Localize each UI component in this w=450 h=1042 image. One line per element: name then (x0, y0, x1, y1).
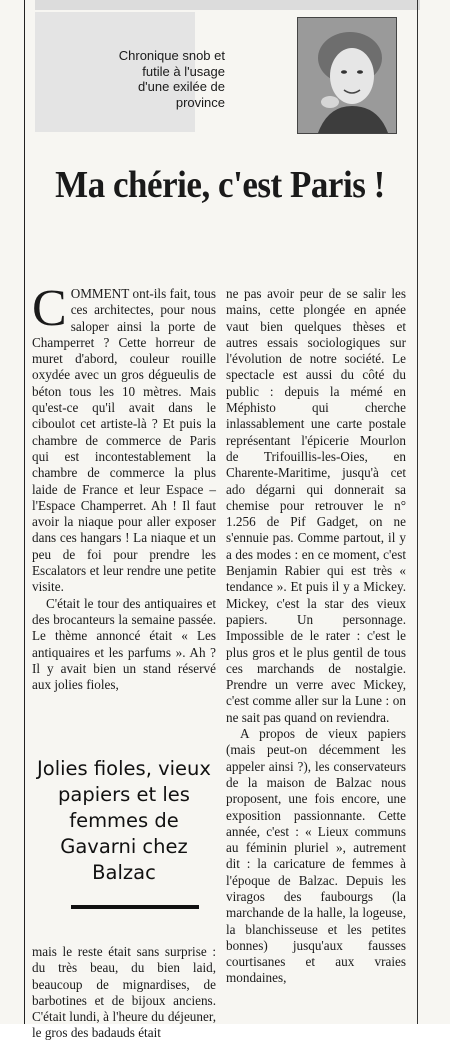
column-2 (226, 286, 406, 987)
pull-quote-rule (71, 905, 199, 909)
paragraph-1: OMMENT ont-ils fait, tous ces architectes, pour nous saloper ainsi la porte de Champerret ? Cette horreur de muret d'abord, couleur rouille oxydée avec un gros dégueulis de béton tous les 10 mètres. Mais qu'est-ce qu'il avait dans le ciboulot cet artiste-là ? Et puis la chambre de commerce de Paris qui est incontestablement la chambre de commerce la plus laide de France et leur Espace – l'Espace Champerret. Ah ! Il faut avoir la niaque pour aller exposer dans ces hangars ! La niaque et un peu de foi pour prendre les Escalators et leur rendre une petite visite. (32, 286, 216, 595)
column-rule-left (24, 0, 25, 1024)
column-rule-right (417, 0, 418, 1024)
author-photo (297, 17, 397, 134)
author-portrait-image (298, 18, 396, 133)
pull-quote: Jolies fioles, vieux papiers et les femmes de Gavarni chez Balzac (37, 757, 211, 884)
column-1-continued (32, 944, 216, 1042)
drop-cap: C (32, 280, 67, 337)
column-1 (32, 280, 216, 693)
paragraph-2: C'était le tour des antiquaires et des brocanteurs la semaine passée. Le thème annoncé était « Les antiquaires et les parfums ». Ah ? Il y avait bien un stand réservé aux jolies fioles, (32, 595, 216, 693)
paragraph-3: mais le reste était sans surprise : du très beau, du bien laid, beaucoup de mignardises, de barbotines et de bijoux anciens. C'était lundi, à l'heure du déjeuner, le gros des badauds était (32, 944, 216, 1041)
headline-text: Ma chérie, c'est Paris ! (55, 164, 385, 206)
column-kicker: Chronique snob et futile à l'usage d'une exilée de province (118, 48, 225, 110)
article-headline (54, 162, 385, 208)
paragraph-col2-2: A propos de vieux papiers (mais peut-on décemment les appeler ainsi ?), les conservateurs de la maison de Balzac nous proposent, une fois encore, une exposition passionnante. Cette année, c'est : « Lieux communs au féminin pluriel », autrement dit : la caricature de femmes à l'époque de Balzac. Depuis les viragos des faubourgs (la marchande de la halle, la logeuse, la blanchisseuse et les petites bonnes) jusqu'aux fausses courtisanes et aux vraies mondaines, (226, 726, 406, 986)
paragraph-col2-1: ne pas avoir peur de se salir les mains, cette plongée en apnée vaut bien quelques thèses et autres essais sociologiques sur l'évolution de notre société. Le spectacle est aussi du côté du public : depuis la mémé en Méphisto qui cherche inlassablement une carte postale représentant l'épicerie Mourlon de Trifouillis-les-Oies, en Charente-Maritime, jusqu'à cet ado dégarni qui donnerait sa chemise pour retrouver le n° 1.256 de Pif Gadget, on ne s'ennuie pas. Comme partout, il y a des modes : en ce moment, c'est Benjamin Rabier qui est très « tendance ». Et puis il y a Mickey. Mickey, c'est la star des vieux papiers. Un personnage. Impossible de le rater : c'est le plus gros et le plus gentil de tous ces marchands de nostalgie. Prendre un verre avec Mickey, c'est comme aller sur la Lune : on ne sait pas quand on reviendra. (226, 286, 406, 725)
header-band (35, 0, 420, 10)
